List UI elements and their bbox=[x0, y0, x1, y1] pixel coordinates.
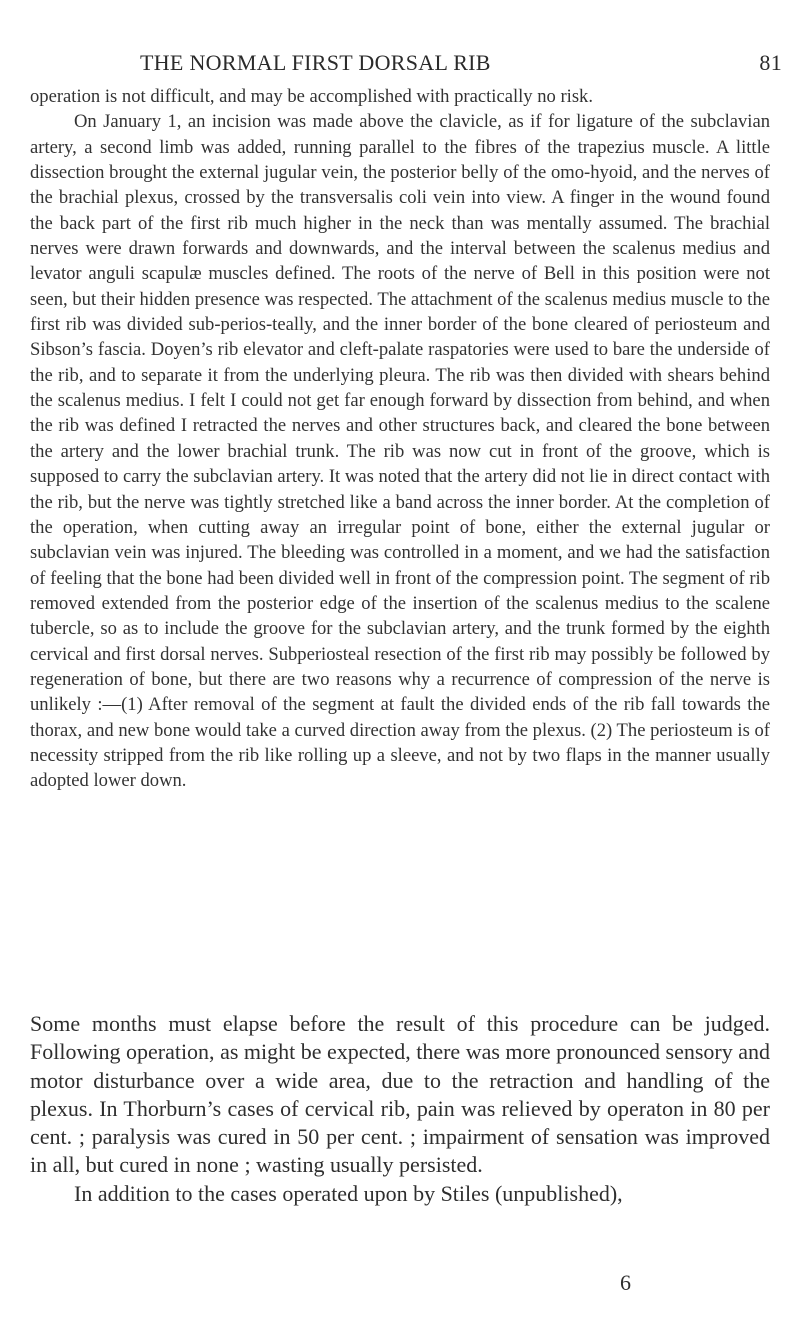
running-title: THE NORMAL FIRST DORSAL RIB bbox=[140, 50, 491, 75]
paragraph-operation-description: On January 1, an incision was made above the clavicle, as if for ligature of the subclavian artery, a second limb was added, running parallel to the fibres of the trapezius muscle. A little dissection brought the external jugular vein, the posterior belly of the omo-hyoid, and the nerves of the brachial plexus, crossed by the transversalis coli vein into view. A finger in the wound found the back part of the first rib much higher in the neck than was mentally assumed. The brachial nerves were drawn forwards and downwards, and the interval between the scalenus medius and levator anguli scapulæ muscles defined. The roots of the nerve of Bell in this position were not seen, but their hidden presence was respected. The attachment of the scalenus medius muscle to the first rib was divided sub-perios-teally, and the inner border of the bone cleared of periosteum and Sibson’s fascia. Doyen’s rib elevator and cleft-palate raspatories were used to bare the underside of the rib, and to separate it from the underlying pleura. The rib was then divided with shears behind the scalenus medius. I felt I could not get far enough forward by dissection from behind, and when the rib was defined I retracted the nerves and other structures back, and cleared the bone between the artery and the lower brachial trunk. The rib was now cut in front of the groove, which is supposed to carry the subclavian artery. It was noted that the artery did not lie in direct contact with the rib, but the nerve was tightly stretched like a band across the inner border. At the completion of the operation, when cutting away an irregular point of bone, either the external jugular or subclavian vein was injured. The bleeding was controlled in a moment, and we had the satisfaction of feeling that the bone had been divided well in front of the compression point. The segment of rib removed extended from the posterior edge of the insertion of the scalenus medius to the scalene tubercle, so as to include the groove for the subclavian artery, and the trunk formed by the eighth cervical and first dorsal nerves. Subperiosteal resection of the first rib may possibly be followed by regeneration of bone, but there are two reasons why a recurrence of compression of the nerve is unlikely :—(1) After removal of the segment at fault the divided ends of the rib fall towards the thorax, and new bone would take a curved direction away from the plexus. (2) The periosteum is of necessity stripped from the rib like rolling up a sleeve, and not by two flaps in the manner usually adopted lower down. bbox=[30, 111, 770, 792]
paragraph-additional-cases: In addition to the cases operated upon by Stiles (unpublished), bbox=[74, 1180, 623, 1206]
running-header bbox=[120, 50, 788, 80]
body-text-large bbox=[30, 1010, 770, 1208]
page-number: 81 bbox=[759, 50, 782, 75]
signature-mark: 6 bbox=[620, 1270, 631, 1295]
paragraph-results: Some months must elapse before the result of this procedure can be judged. Following operation, as might be expected, there was more pronounced sensory and motor disturbance over a wide area, due to the retraction and handling of the plexus. In Thorburn’s cases of cervical rib, pain was relieved by operaton in 80 per cent. ; paralysis was cured in 50 per cent. ; impairment of sensation was improved in all, but cured in none ; wasting usually persisted. bbox=[30, 1011, 770, 1178]
paragraph-continuation: operation is not difficult, and may be accomplished with practically no risk. bbox=[30, 86, 594, 107]
body-text-small bbox=[30, 84, 770, 794]
